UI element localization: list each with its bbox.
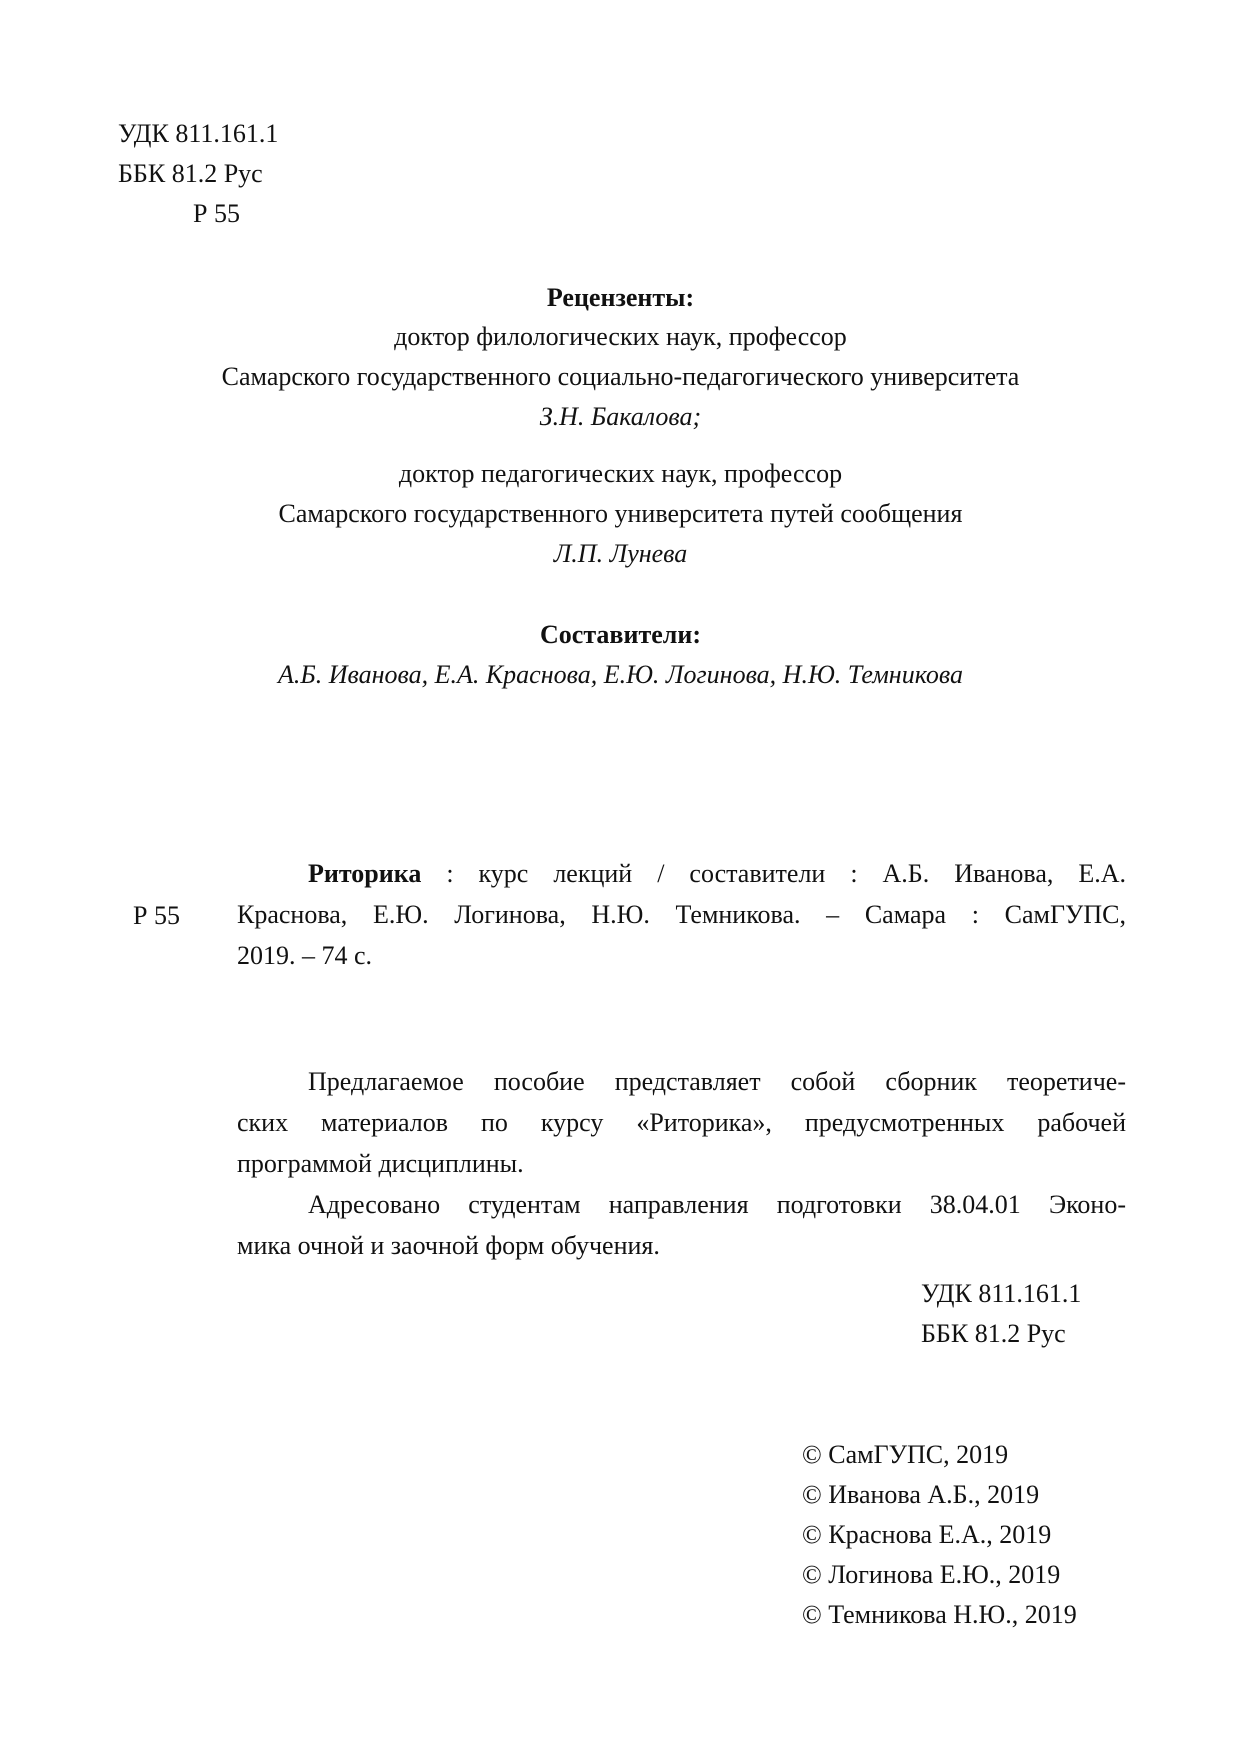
reviewer1-degree: доктор филологических наук, профессор — [394, 322, 847, 351]
bibliographic-line-2: Краснова, Е.Ю. Логинова, Н.Ю. Темникова. – Самара : СамГУПС, — [237, 900, 1126, 929]
bibliographic-line-3: 2019. – 74 с. — [237, 941, 373, 970]
reviewer2-institution: Самарского государственного университета путей сообщения — [278, 499, 963, 528]
bibliographic-line-1 — [237, 853, 1126, 894]
reviewers-heading: Рецензенты: — [546, 283, 695, 312]
copyright-line: © Темникова Н.Ю., 2019 — [802, 1600, 1077, 1629]
reviewer1-name: З.Н. Бакалова; — [539, 402, 702, 431]
compilers-names: А.Б. Иванова, Е.А. Краснова, Е.Ю. Логинова, Н.Ю. Темникова — [278, 660, 963, 689]
copyright-line: © Логинова Е.Ю., 2019 — [802, 1560, 1061, 1589]
footer-bbk-code: ББК 81.2 Рус — [921, 1319, 1066, 1348]
book-title: Риторика — [308, 859, 422, 888]
bibliographic-author-mark: Р 55 — [133, 901, 180, 930]
reviewer1-institution: Самарского государственного социально-педагогического университета — [221, 362, 1020, 391]
copyright-line: © СамГУПС, 2019 — [802, 1440, 1009, 1469]
reviewer2-name: Л.П. Лунева — [553, 539, 688, 568]
copyright-line: © Иванова А.Б., 2019 — [802, 1480, 1040, 1509]
annotation-p1-line-3: программой дисциплины. — [237, 1149, 524, 1178]
reviewer2-degree: доктор педагогических наук, профессор — [398, 459, 843, 488]
annotation-p2-line-1: Адресовано студентам направления подготовки 38.04.01 Эконо- — [308, 1190, 1126, 1219]
annotation-p1-line-1: Предлагаемое пособие представляет собой сборник теоретиче- — [308, 1067, 1126, 1096]
author-mark: Р 55 — [193, 199, 240, 228]
bibliographic-line-1-rest: : курс лекций / составители : А.Б. Иванова, Е.А. — [421, 859, 1126, 888]
bbk-code: ББК 81.2 Рус — [118, 159, 263, 188]
annotation-p1-line-2: ских материалов по курсу «Риторика», предусмотренных рабочей — [237, 1108, 1126, 1137]
footer-udk-code: УДК 811.161.1 — [921, 1279, 1082, 1308]
udk-code: УДК 811.161.1 — [118, 119, 279, 148]
copyright-line: © Краснова Е.А., 2019 — [802, 1520, 1052, 1549]
compilers-heading: Составители: — [540, 620, 701, 649]
annotation-p2-line-2: мика очной и заочной форм обучения. — [237, 1231, 660, 1260]
